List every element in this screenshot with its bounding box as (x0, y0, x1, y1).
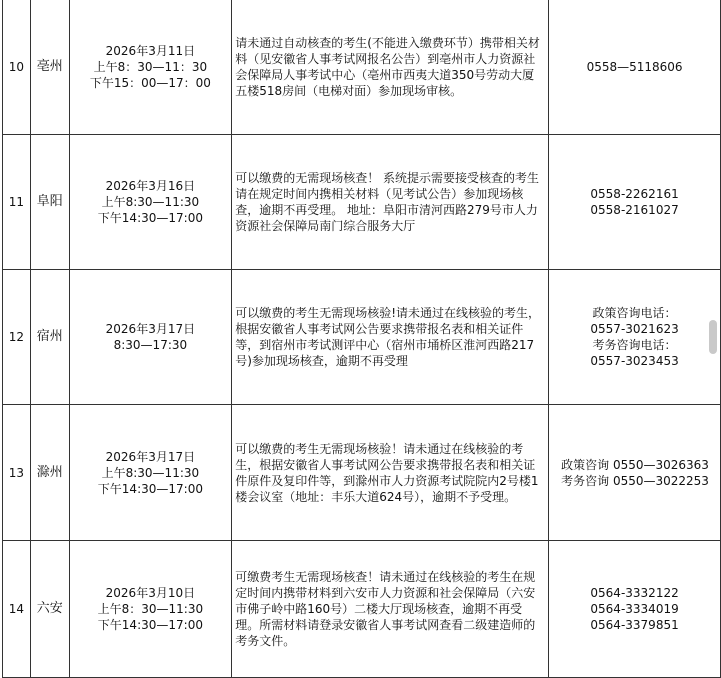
city-name: 亳州 (30, 0, 69, 135)
verification-notes: 可以缴费的考生无需现场核验！请未通过在线核验的考生，根据安徽省人事考试网公告要求携带报名表和相关证件原件及复印件等，到滁州市人力资源考试院院内2号楼1楼会议室（地址：丰乐大道624号），逾期不予受理。 (232, 405, 549, 541)
verification-notes: 可以缴费的无需现场核查！ 系统提示需要接受核查的考生请在规定时间内携相关材料（见考试公告）参加现场核查，逾期不再受理。 地址：阜阳市清河西路279号市人力资源社会保障局南门综合服务大厅 (232, 135, 549, 270)
city-name: 阜阳 (30, 135, 69, 270)
exam-verification-table (2, 0, 721, 678)
verification-time: 2026年3月16日 上午8:30—11:30 下午14:30—17:00 (69, 135, 232, 270)
city-name: 宿州 (30, 270, 69, 405)
verification-time: 2026年3月17日 8:30—17:30 (69, 270, 232, 405)
verification-time: 2026年3月11日 上午8：30—11：30 下午15：00—17：00 (69, 0, 232, 135)
city-name: 六安 (30, 541, 69, 678)
verification-time: 2026年3月10日 上午8：30—11:30 下午14:30—17:00 (69, 541, 232, 678)
contact-phone: 政策咨询电话： 0557-3021623 考务咨询电话： 0557-3023453 (549, 270, 721, 405)
row-number: 10 (3, 0, 31, 135)
contact-phone: 0558-2262161 0558-2161027 (549, 135, 721, 270)
table-row (3, 270, 721, 405)
verification-notes: 可以缴费的考生无需现场核验!请未通过在线核验的考生，根据安徽省人事考试网公告要求携带报名表和相关证件等，到宿州市考试测评中心（宿州市埇桥区淮河西路217号)参加现场核查，逾期不再受理 (232, 270, 549, 405)
verification-notes: 请未通过自动核查的考生(不能进入缴费环节）携带相关材料（见安徽省人事考试网报名公告）到亳州市人力资源社会保障局人事考试中心（亳州市西夷大道350号劳动大厦五楼518房间（电梯对面）参加现场审核。 (232, 0, 549, 135)
row-number: 11 (3, 135, 31, 270)
scrollbar-thumb[interactable] (709, 320, 717, 354)
contact-phone: 0564-3332122 0564-3334019 0564-3379851 (549, 541, 721, 678)
table-row (3, 135, 721, 270)
row-number: 13 (3, 405, 31, 541)
verification-time: 2026年3月17日 上午8:30—11:30 下午14:30—17:00 (69, 405, 232, 541)
row-number: 14 (3, 541, 31, 678)
verification-notes: 可缴费考生无需现场核查！请未通过在线核验的考生在规定时间内携带材料到六安市人力资源和社会保障局（六安市佛子岭中路160号）二楼大厅现场核查，逾期不再受理。所需材料请登录安徽省人事考试网查看二级建造师的考务文件。 (232, 541, 549, 678)
table-row (3, 541, 721, 678)
contact-phone: 政策咨询 0550—3026363 考务咨询 0550—3022253 (549, 405, 721, 541)
contact-phone: 0558—5118606 (549, 0, 721, 135)
city-name: 滁州 (30, 405, 69, 541)
table-row (3, 0, 721, 135)
table-row (3, 405, 721, 541)
row-number: 12 (3, 270, 31, 405)
